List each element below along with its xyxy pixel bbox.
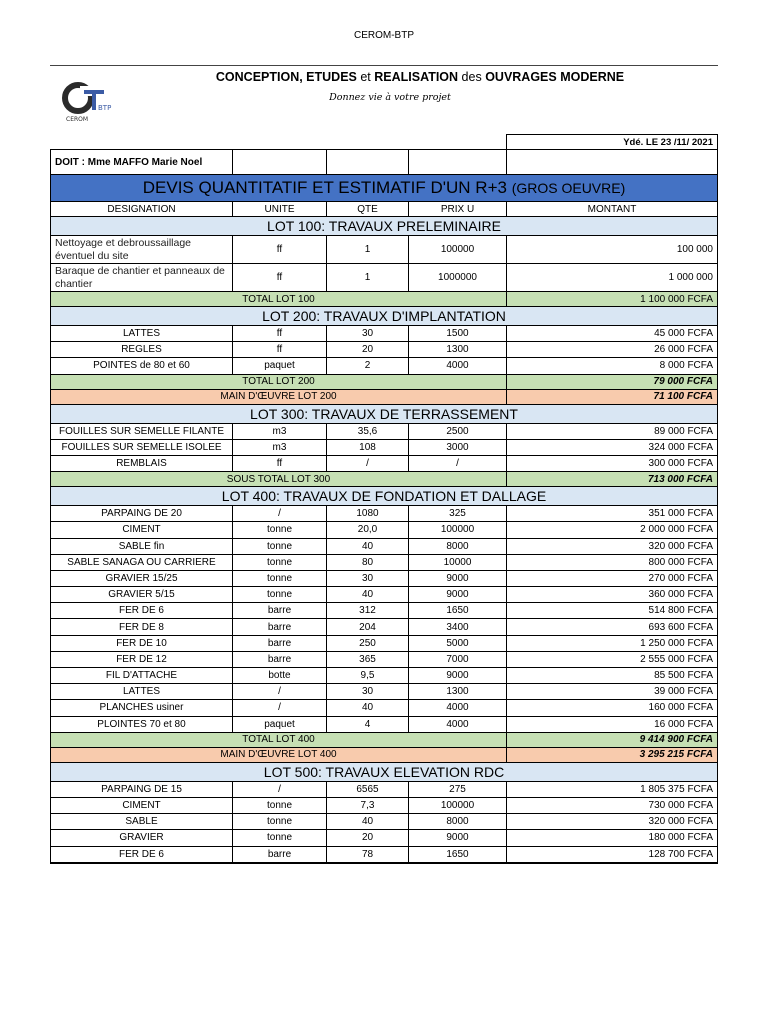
- unit-cell: /: [233, 684, 327, 700]
- quantity-cell: 1: [327, 236, 409, 264]
- designation-cell: SABLE SANAGA OU CARRIERE: [51, 554, 233, 570]
- unit-cell: tonne: [233, 538, 327, 554]
- designation-cell: SABLE fin: [51, 538, 233, 554]
- table-row: [51, 522, 718, 538]
- title-row: [51, 175, 718, 202]
- amount-cell: 16 000 FCFA: [507, 716, 718, 732]
- designation-cell: CIMENT: [51, 797, 233, 813]
- table-row: [51, 781, 718, 797]
- quantity-cell: 2: [327, 358, 409, 374]
- lot-title: LOT 100: TRAVAUX PRELEMINAIRE: [51, 217, 718, 236]
- unit-cell: barre: [233, 635, 327, 651]
- devis-table: [50, 134, 718, 864]
- table-row: [51, 587, 718, 603]
- lot-title: LOT 300: TRAVAUX DE TERRASSEMENT: [51, 404, 718, 423]
- quantity-cell: 1: [327, 264, 409, 292]
- quantity-cell: 30: [327, 684, 409, 700]
- quantity-cell: 312: [327, 603, 409, 619]
- table-row: [51, 538, 718, 554]
- quantity-cell: 20: [327, 830, 409, 846]
- table-row: [51, 264, 718, 292]
- quantity-cell: 365: [327, 651, 409, 667]
- unit-price-cell: 9000: [409, 570, 507, 586]
- header-divider: [50, 65, 718, 66]
- designation-cell: CIMENT: [51, 522, 233, 538]
- document-date: Ydé. LE 23 /11/ 2021: [507, 135, 718, 150]
- amount-cell: 2 000 000 FCFA: [507, 522, 718, 538]
- company-tagline: [130, 70, 710, 84]
- designation-cell: SABLE: [51, 814, 233, 830]
- total-label: SOUS TOTAL LOT 300: [51, 472, 507, 487]
- unit-price-cell: 9000: [409, 668, 507, 684]
- table-row: [51, 684, 718, 700]
- unit-price-cell: 100000: [409, 236, 507, 264]
- unit-cell: /: [233, 700, 327, 716]
- unit-price-cell: 9000: [409, 587, 507, 603]
- unit-price-cell: 1000000: [409, 264, 507, 292]
- quantity-cell: 204: [327, 619, 409, 635]
- quantity-cell: /: [327, 455, 409, 471]
- designation-cell: Baraque de chantier et panneaux de chantier: [51, 264, 233, 292]
- unit-price-cell: 4000: [409, 716, 507, 732]
- table-row: [51, 506, 718, 522]
- designation-cell: FER DE 12: [51, 651, 233, 667]
- unit-price-cell: 3400: [409, 619, 507, 635]
- amount-cell: 360 000 FCFA: [507, 587, 718, 603]
- unit-cell: barre: [233, 651, 327, 667]
- designation-cell: PLANCHES usiner: [51, 700, 233, 716]
- lot-header-row: [51, 762, 718, 781]
- lot-title: LOT 200: TRAVAUX D'IMPLANTATION: [51, 307, 718, 326]
- table-row: [51, 554, 718, 570]
- lot-header-row: [51, 404, 718, 423]
- total-amount: 713 000 FCFA: [507, 472, 718, 487]
- quantity-cell: 40: [327, 814, 409, 830]
- amount-cell: 693 600 FCFA: [507, 619, 718, 635]
- unit-cell: botte: [233, 668, 327, 684]
- table-row: [51, 619, 718, 635]
- unit-cell: barre: [233, 619, 327, 635]
- labor-cost-row: [51, 747, 718, 762]
- unit-cell: tonne: [233, 814, 327, 830]
- unit-cell: tonne: [233, 522, 327, 538]
- labor-label: MAIN D'ŒUVRE LOT 400: [51, 747, 507, 762]
- unit-price-cell: 1300: [409, 342, 507, 358]
- designation-cell: REMBLAIS: [51, 455, 233, 471]
- quantity-cell: 40: [327, 538, 409, 554]
- unit-cell: ff: [233, 342, 327, 358]
- column-header: MONTANT: [507, 202, 718, 217]
- table-row: [51, 635, 718, 651]
- quantity-cell: 80: [327, 554, 409, 570]
- designation-cell: Nettoyage et debroussaillage éventuel du site: [51, 236, 233, 264]
- designation-cell: POINTES de 80 et 60: [51, 358, 233, 374]
- unit-cell: ff: [233, 264, 327, 292]
- designation-cell: GRAVIER 5/15: [51, 587, 233, 603]
- designation-cell: PARPAING DE 15: [51, 781, 233, 797]
- unit-cell: m3: [233, 423, 327, 439]
- amount-cell: 39 000 FCFA: [507, 684, 718, 700]
- logo-cerom-text: CEROM: [66, 116, 89, 123]
- page-header-label: CEROM-BTP: [354, 30, 414, 41]
- amount-cell: 351 000 FCFA: [507, 506, 718, 522]
- quantity-cell: 6565: [327, 781, 409, 797]
- lot-title: LOT 400: TRAVAUX DE FONDATION ET DALLAGE: [51, 487, 718, 506]
- total-label: TOTAL LOT 100: [51, 292, 507, 307]
- quantity-cell: 1080: [327, 506, 409, 522]
- amount-cell: 8 000 FCFA: [507, 358, 718, 374]
- table-row: [51, 423, 718, 439]
- designation-cell: PARPAING DE 20: [51, 506, 233, 522]
- labor-cost-row: [51, 389, 718, 404]
- unit-cell: ff: [233, 236, 327, 264]
- amount-cell: 730 000 FCFA: [507, 797, 718, 813]
- unit-cell: ff: [233, 455, 327, 471]
- unit-price-cell: 325: [409, 506, 507, 522]
- company-tagline-part: des: [461, 70, 486, 84]
- table-row: [51, 814, 718, 830]
- unit-price-cell: 1650: [409, 846, 507, 863]
- total-label: TOTAL LOT 400: [51, 732, 507, 747]
- lot-total-row: [51, 732, 718, 747]
- company-tagline-part: REALISATION: [374, 70, 462, 84]
- unit-price-cell: 3000: [409, 439, 507, 455]
- quantity-cell: 30: [327, 570, 409, 586]
- amount-cell: 26 000 FCFA: [507, 342, 718, 358]
- designation-cell: FER DE 10: [51, 635, 233, 651]
- column-header: DESIGNATION: [51, 202, 233, 217]
- unit-cell: tonne: [233, 830, 327, 846]
- amount-cell: 100 000: [507, 236, 718, 264]
- labor-label: MAIN D'ŒUVRE LOT 200: [51, 389, 507, 404]
- client-row: [51, 150, 718, 175]
- amount-cell: 800 000 FCFA: [507, 554, 718, 570]
- designation-cell: GRAVIER 15/25: [51, 570, 233, 586]
- client-name: DOIT : Mme MAFFO Marie Noel: [51, 150, 233, 175]
- quantity-cell: 40: [327, 587, 409, 603]
- table-row: [51, 603, 718, 619]
- unit-price-cell: 4000: [409, 700, 507, 716]
- table-row: [51, 326, 718, 342]
- quantity-cell: 35,6: [327, 423, 409, 439]
- unit-cell: /: [233, 506, 327, 522]
- total-amount: 79 000 FCFA: [507, 374, 718, 389]
- amount-cell: 180 000 FCFA: [507, 830, 718, 846]
- unit-price-cell: 2500: [409, 423, 507, 439]
- amount-cell: 1 250 000 FCFA: [507, 635, 718, 651]
- amount-cell: 128 700 FCFA: [507, 846, 718, 863]
- labor-amount: 3 295 215 FCFA: [507, 747, 718, 762]
- document-subtitle: (GROS OEUVRE): [511, 180, 626, 196]
- amount-cell: 300 000 FCFA: [507, 455, 718, 471]
- unit-price-cell: 100000: [409, 797, 507, 813]
- unit-price-cell: 1650: [409, 603, 507, 619]
- company-slogan: Donnez vie à votre projet: [329, 92, 451, 103]
- designation-cell: LATTES: [51, 684, 233, 700]
- unit-price-cell: 10000: [409, 554, 507, 570]
- company-tagline-part: OUVRAGES MODERNE: [485, 70, 625, 84]
- company-tagline-part: et: [360, 70, 375, 84]
- labor-amount: 71 100 FCFA: [507, 389, 718, 404]
- designation-cell: FOUILLES SUR SEMELLE ISOLEE: [51, 439, 233, 455]
- quantity-cell: 20,0: [327, 522, 409, 538]
- amount-cell: 89 000 FCFA: [507, 423, 718, 439]
- table-row: [51, 342, 718, 358]
- logo-btp-text: BTP: [98, 104, 112, 112]
- amount-cell: 2 555 000 FCFA: [507, 651, 718, 667]
- unit-cell: tonne: [233, 587, 327, 603]
- unit-cell: paquet: [233, 716, 327, 732]
- unit-cell: tonne: [233, 570, 327, 586]
- amount-cell: 1 805 375 FCFA: [507, 781, 718, 797]
- table-row: [51, 716, 718, 732]
- table-row: [51, 700, 718, 716]
- total-amount: 1 100 000 FCFA: [507, 292, 718, 307]
- column-header: UNITE: [233, 202, 327, 217]
- amount-cell: 45 000 FCFA: [507, 326, 718, 342]
- table-row: [51, 439, 718, 455]
- amount-cell: 320 000 FCFA: [507, 814, 718, 830]
- quantity-cell: 108: [327, 439, 409, 455]
- unit-price-cell: 1300: [409, 684, 507, 700]
- unit-price-cell: 8000: [409, 538, 507, 554]
- column-header: QTE: [327, 202, 409, 217]
- amount-cell: 514 800 FCFA: [507, 603, 718, 619]
- date-row: [51, 135, 718, 150]
- unit-price-cell: 7000: [409, 651, 507, 667]
- column-header-row: [51, 202, 718, 217]
- table-row: [51, 846, 718, 863]
- amount-cell: 85 500 FCFA: [507, 668, 718, 684]
- quantity-cell: 9,5: [327, 668, 409, 684]
- unit-price-cell: 4000: [409, 358, 507, 374]
- quantity-cell: 4: [327, 716, 409, 732]
- table-row: [51, 651, 718, 667]
- quantity-cell: 7,3: [327, 797, 409, 813]
- unit-price-cell: 8000: [409, 814, 507, 830]
- unit-cell: barre: [233, 846, 327, 863]
- unit-price-cell: 275: [409, 781, 507, 797]
- document-title: [51, 175, 718, 202]
- table-row: [51, 830, 718, 846]
- designation-cell: FER DE 6: [51, 603, 233, 619]
- quantity-cell: 30: [327, 326, 409, 342]
- amount-cell: 320 000 FCFA: [507, 538, 718, 554]
- designation-cell: REGLES: [51, 342, 233, 358]
- company-tagline-part: CONCEPTION, ETUDES: [215, 70, 361, 84]
- document-title-main: DEVIS QUANTITATIF ET ESTIMATIF D'UN R+3: [142, 178, 507, 197]
- designation-cell: LATTES: [51, 326, 233, 342]
- designation-cell: GRAVIER: [51, 830, 233, 846]
- lot-total-row: [51, 374, 718, 389]
- amount-cell: 324 000 FCFA: [507, 439, 718, 455]
- unit-cell: /: [233, 781, 327, 797]
- lot-header-row: [51, 307, 718, 326]
- designation-cell: PLOINTES 70 et 80: [51, 716, 233, 732]
- total-amount: 9 414 900 FCFA: [507, 732, 718, 747]
- designation-cell: FOUILLES SUR SEMELLE FILANTE: [51, 423, 233, 439]
- table-row: [51, 236, 718, 264]
- unit-cell: tonne: [233, 554, 327, 570]
- total-label: TOTAL LOT 200: [51, 374, 507, 389]
- lot-total-row: [51, 472, 718, 487]
- amount-cell: 270 000 FCFA: [507, 570, 718, 586]
- amount-cell: 1 000 000: [507, 264, 718, 292]
- quantity-cell: 20: [327, 342, 409, 358]
- amount-cell: 160 000 FCFA: [507, 700, 718, 716]
- unit-cell: paquet: [233, 358, 327, 374]
- lot-header-row: [51, 217, 718, 236]
- designation-cell: FIL D'ATTACHE: [51, 668, 233, 684]
- lot-total-row: [51, 292, 718, 307]
- unit-price-cell: 5000: [409, 635, 507, 651]
- designation-cell: FER DE 8: [51, 619, 233, 635]
- table-row: [51, 455, 718, 471]
- cerom-logo: [58, 80, 124, 124]
- unit-cell: tonne: [233, 797, 327, 813]
- lot-title: LOT 500: TRAVAUX ELEVATION RDC: [51, 762, 718, 781]
- table-row: [51, 358, 718, 374]
- unit-price-cell: 100000: [409, 522, 507, 538]
- quantity-cell: 250: [327, 635, 409, 651]
- table-row: [51, 797, 718, 813]
- unit-price-cell: 1500: [409, 326, 507, 342]
- table-row: [51, 570, 718, 586]
- unit-cell: barre: [233, 603, 327, 619]
- designation-cell: FER DE 6: [51, 846, 233, 863]
- unit-cell: m3: [233, 439, 327, 455]
- unit-price-cell: 9000: [409, 830, 507, 846]
- quantity-cell: 40: [327, 700, 409, 716]
- lot-header-row: [51, 487, 718, 506]
- unit-price-cell: /: [409, 455, 507, 471]
- column-header: PRIX U: [409, 202, 507, 217]
- table-row: [51, 668, 718, 684]
- unit-cell: ff: [233, 326, 327, 342]
- quantity-cell: 78: [327, 846, 409, 863]
